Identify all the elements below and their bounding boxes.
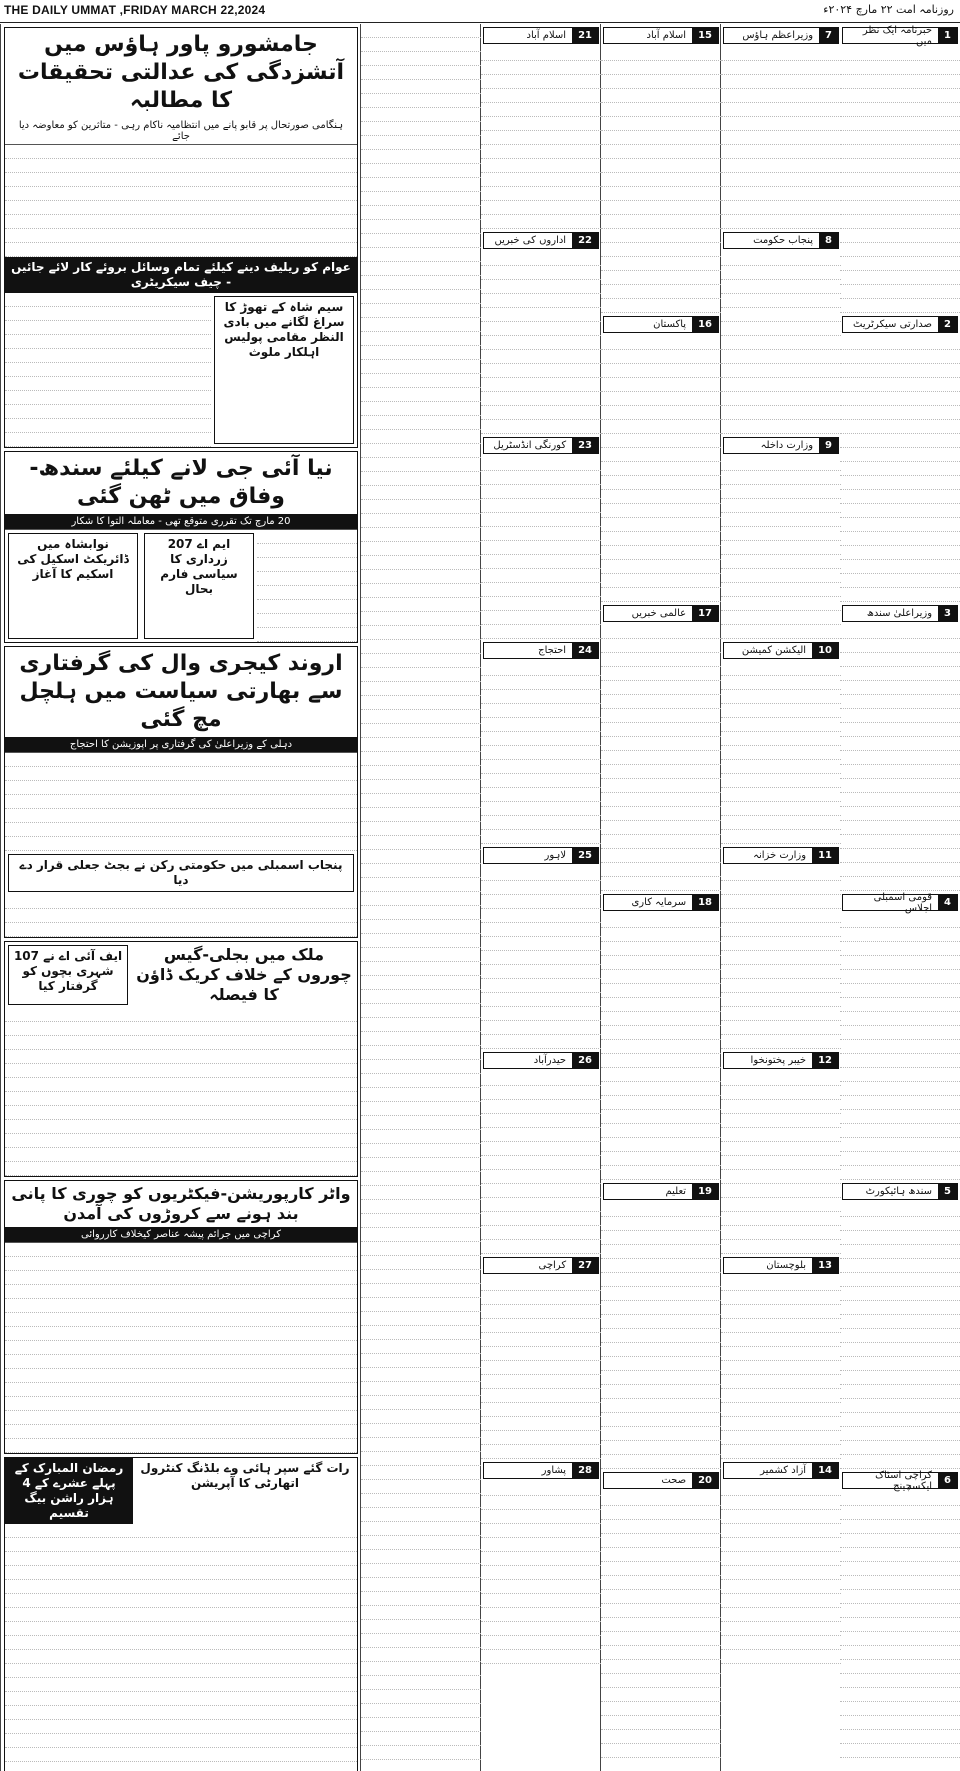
column-section [721,1462,841,1664]
lead-stories [0,24,361,1771]
section-title: کراچی اسٹاک ایکسچینج [875,1469,933,1492]
column-section [481,1052,601,1254]
section-title: قومی اسمبلی اجلاس [873,891,933,914]
lead-story-4 [4,941,358,1177]
headline-1: جامشورو پاور ہاؤس میں آتشزدگی کی عدالتی تحقیقات کا مطالبہ [17,32,345,113]
box-1: عوام کو ریلیف دینے کیلئے تمام وسائل بروئے کار لائے جائیں - چیف سیکریٹری [5,257,357,293]
section-title: سرمایہ کاری [631,897,687,908]
newspaper-page [0,24,960,1771]
section-number: 10 [812,643,838,658]
lead-story-2 [4,451,358,643]
section-number: 25 [572,848,598,863]
section-number: 11 [812,848,838,863]
column-section [840,891,960,1180]
section-title: الیکشن کمیشن [741,645,807,656]
section-title: سندھ ہائیکورٹ [865,1186,933,1197]
headline-1-sub: ہنگامی صورتحال پر قابو پانے میں انتظامیہ ناکام رہی - متاثرین کو معاوضہ دیا جائے [5,118,357,145]
section-body-text [481,1072,601,1254]
section-body-text [601,1203,721,1469]
section-body-text [361,24,481,1760]
section-body-text [840,625,960,891]
column-section [840,24,960,313]
column-section [840,605,960,891]
headline-2: نیا آئی جی لانے کیلئے سندھ-وفاق میں ٹھن گئی [29,456,333,509]
column-section [840,1469,960,1758]
section-body-text [601,47,721,313]
section-number: 22 [572,233,598,248]
headline-2-sub: 20 مارچ تک تقرری متوقع تھی - معاملہ التوا کا شکار [5,514,357,530]
column-section [721,1257,841,1459]
column-section [601,1183,721,1469]
headline-4: ملک میں بجلی-گیس چوروں کے خلاف کریک ڈاؤن کا فیصلہ [136,945,352,1004]
section-number: 2 [938,317,957,332]
section-number: 13 [812,1258,838,1273]
section-body-text [840,1492,960,1758]
section-header [723,27,839,44]
section-header [842,891,958,914]
masthead-urdu-title: روزنامہ امت ۲۲ مارچ ۲۰۲۴ء [823,3,954,16]
column-section [481,437,601,639]
section-number: 24 [572,643,598,658]
section-title: وزارت خزانہ [753,850,807,861]
section-body-text [601,914,721,1180]
section-body-text [481,252,601,434]
section-title: خبرنامہ ایک نظر میں [862,24,933,47]
section-title: پاکستان [653,319,687,330]
section-number: 9 [819,438,838,453]
section-body-text [601,625,721,891]
section-body-text [601,1492,721,1758]
section-header [483,847,599,864]
section-number: 23 [572,438,598,453]
section-body-text [721,47,841,229]
column-section [840,1183,960,1469]
section-number: 27 [572,1258,598,1273]
section-body-text [840,47,960,313]
section-number: 19 [692,1184,718,1199]
section-title: کورنگی انڈسٹریل [493,440,567,451]
section-header [723,1257,839,1274]
section-body-text [481,457,601,639]
section-header [603,1183,719,1200]
column-section [481,1257,601,1459]
section-header [483,1462,599,1479]
box-4: ایم اے 207 زرداری کا سیاسی فارم بحال [144,533,254,639]
section-number: 8 [819,233,838,248]
column-section [601,894,721,1180]
section-header [723,437,839,454]
section-number: 17 [692,606,718,621]
section-title: وزیراعلیٰ سندھ [866,608,933,619]
column-4 [480,24,601,1771]
section-title: تعلیم [665,1186,687,1197]
column-section [840,316,960,602]
column-section [601,27,721,313]
lead-story-1 [4,27,358,448]
section-number: 20 [692,1473,718,1488]
column-section [481,847,601,1049]
box-3: نوابشاہ میں ڈائریکٹ اسکیل کی اسکیم کا آغاز [8,533,138,639]
column-section [721,232,841,434]
section-number: 12 [812,1053,838,1068]
box-5: پنجاب اسمبلی میں حکومتی رکن نے بجٹ جعلی قرار دے دیا [8,854,354,892]
section-body-text [721,252,841,434]
column-section [481,642,601,844]
section-number: 5 [938,1184,957,1199]
section-number: 7 [819,28,838,43]
section-body-text [721,1072,841,1254]
section-title: حیدرآباد [533,1055,567,1066]
section-header [723,1052,839,1069]
section-body-text [481,1482,601,1664]
headline-3: اروند کیجری وال کی گرفتاری سے بھارتی سیاست میں ہلچل مچ گئی [19,651,343,732]
section-number: 1 [938,28,957,43]
column-5 [360,24,481,1771]
section-number: 16 [692,317,718,332]
section-body-text [481,867,601,1049]
section-header [483,27,599,44]
section-header [723,232,839,249]
section-body-text [721,867,841,1049]
section-number: 26 [572,1053,598,1068]
section-header [483,437,599,454]
section-header [483,642,599,659]
section-title: اسلام آباد [526,30,567,41]
column-3 [600,24,721,1771]
section-title: پشاور [541,1465,567,1476]
section-header [603,1472,719,1489]
section-title: کراچی [538,1260,567,1271]
column-section [721,27,841,229]
column-section [481,1462,601,1664]
section-body-text [721,457,841,639]
lead-story-6 [4,1457,358,1771]
headline-5-sub: کراچی میں جرائم پیشہ عناصر کیخلاف کارروائی [5,1227,357,1243]
section-header [842,1469,958,1492]
column-section [601,605,721,891]
section-header [723,847,839,864]
column-section [481,232,601,434]
lead-story-3 [4,646,358,938]
section-body-text [721,1482,841,1664]
box-6: ایف آئی اے نے 107 شہری بچوں کو گرفتار کیا [8,945,128,1005]
section-title: آزاد کشمیر [760,1465,807,1476]
section-body-text [840,914,960,1180]
lead-story-5 [4,1180,358,1454]
section-title: اسلام آباد [646,30,687,41]
section-title: وزیراعظم ہاؤس [742,30,814,41]
section-body-text [840,336,960,602]
column-section [601,1472,721,1758]
section-body-text [481,47,601,229]
section-header [483,232,599,249]
section-header [603,605,719,622]
section-title: اداروں کی خبریں [494,235,567,246]
section-title: صدارتی سیکرٹریٹ [853,319,933,330]
section-header [842,24,958,47]
column-section [721,1052,841,1254]
headline-6: رمضان المبارک کے پہلے عشرے کے 4 ہزار راشن بیگ تقسیم [5,1458,133,1524]
section-header [842,1183,958,1200]
section-body-text [721,1277,841,1459]
section-body-text [481,1277,601,1459]
section-body-text [481,662,601,844]
section-body-text [840,1203,960,1469]
section-number: 15 [692,28,718,43]
headline-3-sub: دہلی کے وزیراعلیٰ کی گرفتاری پر اپوزیشن کا احتجاج [5,737,357,753]
headline-7: رات گئے سپر ہائی وے بلڈنگ کنٹرول اتھارٹی کا آپریشن [140,1461,350,1490]
box-2: سیم شاہ کے تھوڑ کا سراغ لگانے میں بادی النظر مقامی پولیس اہلکار ملوث [214,296,354,444]
section-number: 4 [938,895,957,910]
section-header [483,1052,599,1069]
column-section [721,847,841,1049]
section-header [723,642,839,659]
section-title: عالمی خبریں [631,608,687,619]
section-title: احتجاج [538,645,567,656]
section-header [483,1257,599,1274]
column-section [721,437,841,639]
section-header [842,316,958,333]
section-title: وزارت داخلہ [760,440,814,451]
section-header [603,316,719,333]
section-number: 18 [692,895,718,910]
column-2 [720,24,841,1771]
section-number: 21 [572,28,598,43]
section-title: خیبر پختونخوا [750,1055,807,1066]
section-title: پنجاب حکومت [753,235,814,246]
section-number: 28 [572,1463,598,1478]
section-number: 3 [938,606,957,621]
section-title: بلوچستان [766,1260,807,1271]
section-title: لاہور [544,850,567,861]
section-header [603,27,719,44]
section-header [723,1462,839,1479]
column-section [481,27,601,229]
section-body-text [601,336,721,602]
column-section [721,642,841,844]
section-body-text [721,662,841,844]
section-header [603,894,719,911]
masthead-english-title: THE DAILY UMMAT ,FRIDAY MARCH 22,2024 [4,3,266,17]
section-title: صحت [661,1475,687,1486]
column-section [601,316,721,602]
column-1 [840,24,960,1771]
headline-5: واٹر کارپوریشن-فیکٹریوں کو چوری کا پانی بند ہونے سے کروڑوں کی آمدن [11,1184,351,1223]
section-header [842,605,958,622]
section-number: 14 [812,1463,838,1478]
masthead [0,0,960,23]
section-number: 6 [938,1473,957,1488]
